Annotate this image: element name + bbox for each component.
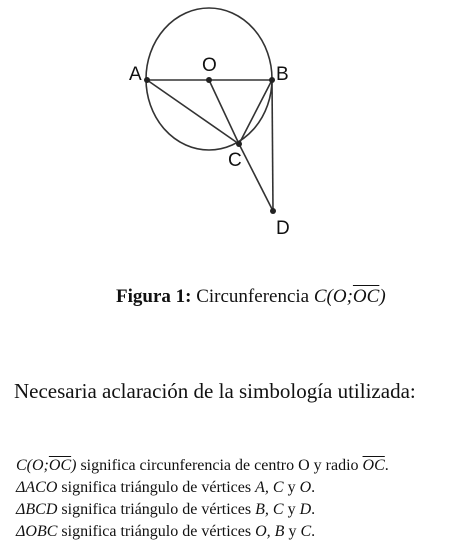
caption-math-suffix: ) bbox=[379, 286, 386, 307]
point-o-label: O bbox=[202, 55, 217, 76]
definition-symbol: ΔOBC bbox=[16, 523, 58, 540]
point-a-label: A bbox=[129, 64, 142, 85]
point-c-dot bbox=[236, 141, 242, 147]
point-c-label: C bbox=[228, 150, 242, 171]
definition-item: ΔACO significa triángulo de vértices A, C y O. bbox=[16, 479, 316, 496]
point-b-label: B bbox=[276, 64, 289, 85]
definition-text: significa triángulo de vértices bbox=[57, 523, 256, 540]
definition-item: ΔBCD significa triángulo de vértices B, C y D. bbox=[16, 501, 316, 518]
definition-text: significa circunferencia de centro O y radio bbox=[76, 457, 363, 474]
geometry-figure bbox=[0, 0, 460, 260]
definition-item: ΔOBC significa triángulo de vértices O, B y C. bbox=[16, 523, 316, 540]
definitions-list bbox=[16, 455, 456, 543]
caption-math-segment: $\overline{OC}$ bbox=[352, 286, 380, 307]
definition-trail-segment: $\overline{OC}$ bbox=[362, 457, 385, 474]
definition-symbol: ΔACO bbox=[16, 479, 58, 496]
segment-cd bbox=[239, 144, 273, 211]
caption-text: Circunferencia bbox=[196, 286, 310, 307]
definition-item: $C(O;\overline{OC})$ significa circunferencia de centro O y radio $\overline{OC}$. bbox=[16, 457, 389, 474]
point-d-dot bbox=[270, 208, 276, 214]
point-d-label: D bbox=[276, 218, 290, 239]
caption-math bbox=[314, 286, 386, 307]
definition-text: significa triángulo de vértices bbox=[57, 479, 256, 496]
caption-label: Figura 1: bbox=[116, 286, 192, 307]
segment-bc bbox=[239, 80, 272, 144]
definition-symbol: $C(O;\overline{OC})$ bbox=[16, 457, 77, 474]
point-o-dot bbox=[206, 77, 212, 83]
segment-ac bbox=[147, 80, 239, 144]
note-heading: Necesaria aclaración de la simbología utilizada: bbox=[14, 379, 416, 403]
caption-math-prefix: C(O; bbox=[313, 286, 353, 307]
segment-bd bbox=[272, 80, 273, 211]
figure-caption bbox=[116, 286, 386, 308]
point-a-dot bbox=[144, 77, 150, 83]
definition-text: significa triángulo de vértices bbox=[57, 501, 256, 518]
definition-symbol: ΔBCD bbox=[16, 501, 58, 518]
point-b-dot bbox=[269, 77, 275, 83]
